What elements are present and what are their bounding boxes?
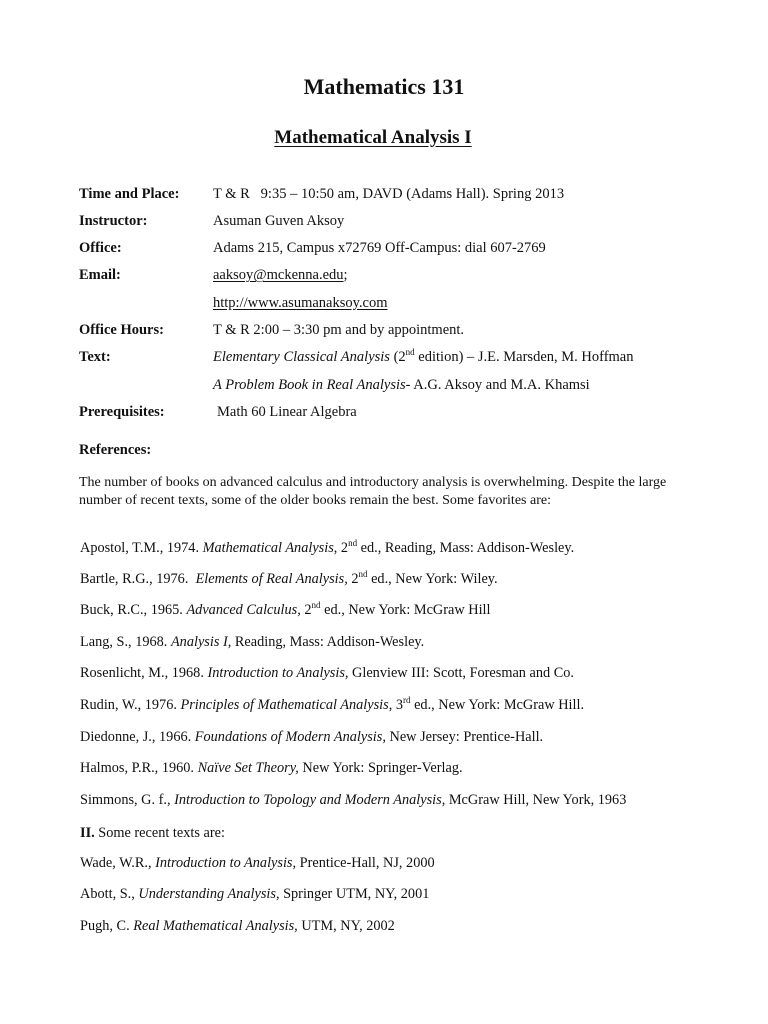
references-intro: The number of books on advanced calculus and introductory analysis is overwhelming. Despite the large number of recent texts, some of the older books remain the best. Some favorites are: [79,475,667,508]
reference-publisher: ed., New York: McGraw Hill. [410,697,585,713]
reference-item [80,760,463,777]
reference-title: Naïve Set Theory, [197,760,299,776]
reference-author: Halmos, P.R., 1960. [80,760,198,776]
course-subtitle: Mathematical Analysis I [274,127,472,148]
reference-edition-sup: rd [403,695,411,706]
text2-row [79,377,590,394]
recent-text-item [80,886,429,903]
recent-title: Understanding Analysis [138,886,276,902]
email-row [79,267,348,284]
reference-title: Analysis I, [170,634,232,650]
time-place-label: Time and Place: [79,186,180,202]
reference-publisher: , McGraw Hill, New York, 1963 [441,792,627,808]
time-place-row [79,186,564,203]
reference-publisher: Reading, Mass: Addison-Wesley. [231,634,425,650]
reference-title: Principles of Mathematical Analysis [180,697,389,713]
reference-title: Elements of Real Analysis, [195,571,348,587]
recent-publisher: UTM, NY, 2002 [297,918,395,934]
reference-item [80,540,574,557]
office-hours-row [79,322,464,339]
office-hours-value: T & R 2:00 – 3:30 pm and by appointment. [213,322,465,338]
reference-author: Buck, R.C., 1965. [80,602,187,618]
reference-edition: , 2 [333,540,349,556]
reference-author: Rudin, W., 1976. [80,697,181,713]
reference-item [80,729,543,746]
recent-text-item [80,918,395,935]
text2-title: A Problem Book in Real Analysis [213,377,406,393]
reference-title: Introduction to Topology and Modern Analysis [174,792,442,808]
email-suffix: ; [343,267,348,283]
section-ii-heading [80,825,225,842]
recent-publisher: , Prentice-Hall, NJ, 2000 [292,855,435,871]
text1-rest: edition) – J.E. Marsden, M. Hoffman [414,349,634,365]
recent-author: Abott, S., [80,886,139,902]
text1-title: Elementary Classical Analysis [213,349,390,365]
reference-edition-sup: nd [348,538,358,549]
reference-author: Simmons, G. f., [80,792,175,808]
email-link[interactable]: aaksoy@mckenna.edu [213,267,344,283]
prereq-row [79,404,357,421]
reference-author: Bartle, R.G., 1976. [80,571,196,587]
reference-publisher: New Jersey: Prentice-Hall. [385,729,544,745]
office-label: Office: [79,240,122,256]
reference-author: Rosenlicht, M., 1968. [80,665,208,681]
page-title: Mathematics 131 [303,74,465,99]
reference-edition: , 3 [388,697,404,713]
office-hours-label: Office Hours: [79,322,164,338]
website-row [79,295,388,312]
email-label: Email: [79,267,121,283]
reference-item [80,665,574,682]
reference-item [80,602,491,619]
reference-author: Lang, S., 1968. [80,634,171,650]
reference-title: Mathematical Analysis [202,540,334,556]
reference-publisher: ed., Reading, Mass: Addison-Wesley. [357,540,575,556]
recent-author: Pugh, C. [80,918,134,934]
recent-publisher: , Springer UTM, NY, 2001 [275,886,430,902]
website-link[interactable]: http://www.asumanaksoy.com [213,295,388,311]
reference-publisher: ed., New York: Wiley. [367,571,498,587]
section-ii-text: Some recent texts are: [94,825,225,841]
section-ii-number: II. [80,825,95,841]
text-label: Text: [79,349,111,365]
instructor-row [79,213,344,230]
office-value: Adams 215, Campus x72769 Off-Campus: dial 607-2769 [213,240,546,256]
reference-item [80,571,498,588]
reference-title: Foundations of Modern Analysis, [194,729,386,745]
reference-publisher: Glenview III: Scott, Foresman and Co. [348,665,575,681]
text-row [79,349,633,366]
instructor-label: Instructor: [79,213,148,229]
recent-title: Real Mathematical Analysis, [133,918,298,934]
text1-edition-sup: nd [405,347,415,358]
prereq-label: Prerequisites: [79,404,165,420]
reference-edition-sup: nd [311,600,321,611]
office-row [79,240,546,257]
references-heading: References: [79,442,152,458]
text2-rest: - A.G. Aksoy and M.A. Khamsi [405,377,590,393]
prereq-value: Math 60 Linear Algebra [217,404,357,420]
instructor-value: Asuman Guven Aksoy [213,213,345,229]
time-place-value: T & R 9:35 – 10:50 am, DAVD (Adams Hall). Spring 2013 [213,186,565,202]
recent-author: Wade, W.R., [80,855,156,871]
reference-item [80,792,626,809]
reference-title: Advanced Calculus, [186,602,301,618]
reference-item [80,697,584,714]
recent-title: Introduction to Analysis [155,855,293,871]
reference-author: Apostol, T.M., 1974. [80,540,203,556]
reference-edition: 2 [300,602,312,618]
text1-edition: (2 [389,349,406,365]
reference-item [80,634,424,651]
reference-author: Diedonne, J., 1966. [80,729,195,745]
reference-edition: 2 [347,571,359,587]
reference-publisher: ed., New York: McGraw Hill [320,602,491,618]
reference-edition-sup: nd [358,569,368,580]
reference-title: Introduction to Analysis, [207,665,349,681]
reference-publisher: New York: Springer-Verlag. [298,760,463,776]
recent-text-item [80,855,435,872]
